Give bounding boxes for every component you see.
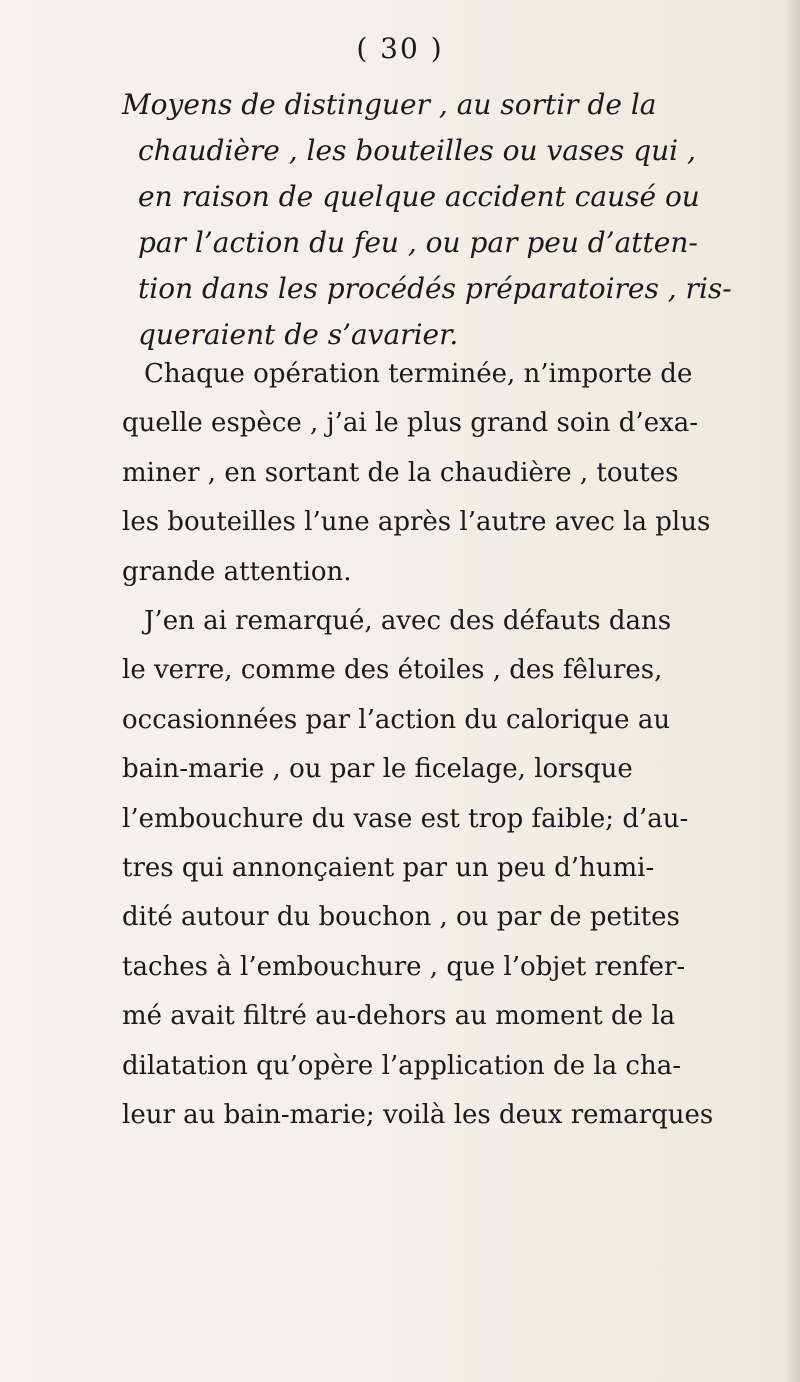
heading-line: Moyens de distinguer , au sortir de la (122, 88, 657, 121)
heading-line: chaudière , les bouteilles ou vases qui , (138, 134, 696, 167)
paragraph-line: occasionnées par l’action du calorique au (122, 704, 671, 735)
paragraph-line: mé avait filtré au-dehors au moment de la (122, 1001, 676, 1032)
paragraph-line: leur au bain-marie; voilà les deux remarques (122, 1100, 714, 1131)
paragraph-line: tres qui annonçaient par un peu d’humi- (122, 853, 655, 884)
paragraph-line: les bouteilles l’une après l’autre avec la plus (122, 507, 711, 538)
page-number: ( 30 ) (356, 32, 444, 65)
body-text (122, 350, 772, 1141)
paragraph-line: dité autour du bouchon , ou par de petites (122, 902, 680, 933)
paragraph-line: taches à l’embouchure , que l’objet renfer- (122, 951, 686, 982)
paragraph-line: miner , en sortant de la chaudière , toutes (122, 457, 679, 488)
paragraph-line: J’en ai remarqué, avec des défauts dans (144, 606, 672, 637)
page-edge-shadow (782, 0, 800, 1382)
paragraph-line: l’embouchure du vase est trop faible; d’au- (122, 803, 689, 834)
paragraph-line: quelle espèce , j’ai le plus grand soin d’exa- (122, 408, 699, 439)
section-heading (122, 82, 762, 358)
heading-line: en raison de quelque accident causé ou (138, 180, 700, 213)
paragraph-line: le verre, comme des étoiles , des fêlures, (122, 655, 663, 686)
paragraph-line: dilatation qu’opère l’application de la cha- (122, 1050, 682, 1081)
paragraph-line: Chaque opération terminée, n’importe de (144, 359, 693, 389)
paragraph-line: grande attention. (122, 556, 352, 587)
heading-line: queraient de s’avarier. (138, 318, 459, 351)
paragraph-line: bain-marie , ou par le ficelage, lorsque (122, 754, 633, 785)
heading-line: tion dans les procédés préparatoires , ris- (138, 272, 732, 305)
heading-line: par l’action du feu , ou par peu d’atten- (138, 226, 698, 259)
